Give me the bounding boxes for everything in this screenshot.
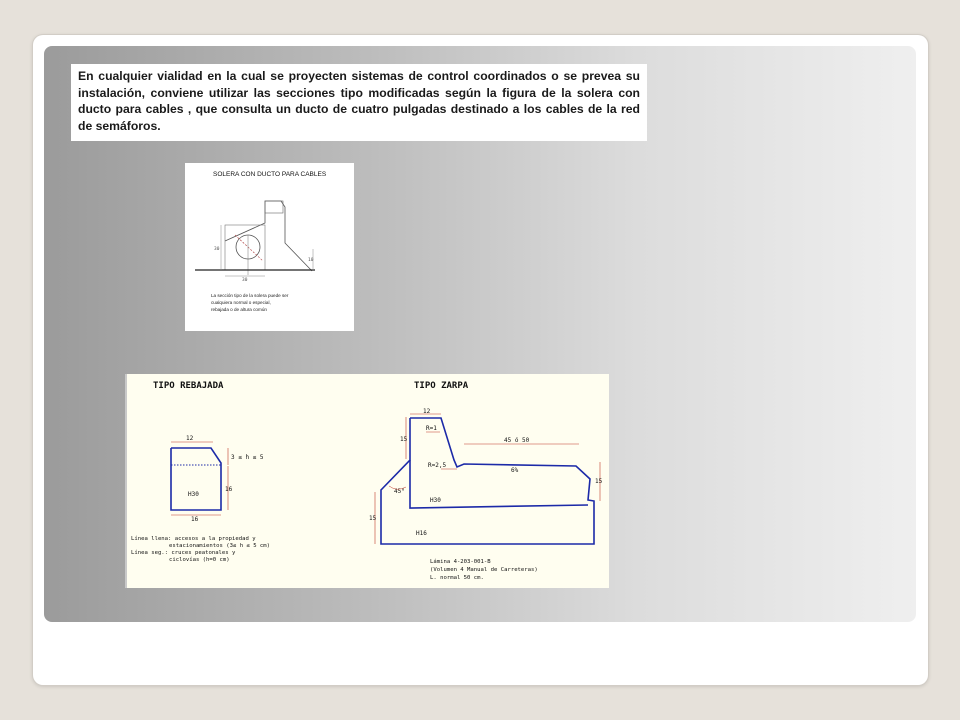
ducto-note-line2: cualquiera normal o especial, <box>211 300 271 305</box>
rebajada-legend-2b: ciclovías (h=0 cm) <box>169 557 230 563</box>
rebajada-dim-side: 16 <box>225 486 233 493</box>
zarpa-slope: 6% <box>511 467 519 474</box>
rebajada-dim-top: 12 <box>186 435 194 442</box>
zarpa-note-1: Lámina 4-203-001-B <box>430 559 491 565</box>
dim-right-label: 10 <box>308 258 314 263</box>
curb-profile <box>225 201 312 271</box>
zarpa-r1: R=1 <box>426 425 437 432</box>
zarpa-dim-4550: 45 ó 50 <box>504 437 530 444</box>
figure-tipos-solera <box>125 374 609 588</box>
intro-paragraph: En cualquier vialidad en la cual se proyecten sistemas de control coordinados o se prevea su instalación, conviene utilizar las secciones tipo modificadas según la figura de la solera con ducto para cables , que consulta un ducto de cuatro pulgadas destinado a los cables de la red de semáforos. <box>71 64 647 141</box>
zarpa-h16: H16 <box>416 530 427 537</box>
zarpa-dim-15a: 15 <box>400 436 408 443</box>
zarpa-title: TIPO ZARPA <box>414 381 469 391</box>
ducto-note-line1: La sección tipo de la solera puede ser <box>211 293 289 298</box>
zarpa-dim-15b: 15 <box>595 478 603 485</box>
rebajada-legend-1a: Línea llena: accesos a la propiedad y <box>131 536 256 542</box>
rebajada-title: TIPO REBAJADA <box>153 381 224 391</box>
zarpa-profile <box>381 418 594 544</box>
curb-top-block <box>265 201 283 213</box>
ducto-note-line3: rebajada o de altura común <box>211 307 267 312</box>
zarpa-dim-top: 12 <box>423 408 431 415</box>
zarpa-note-3: L. normal 50 cm. <box>430 575 484 581</box>
rebajada-legend-1b: estacionamientos (3≤ h ≤ 5 cm) <box>169 543 271 549</box>
rebajada-profile <box>171 448 221 510</box>
figure-ducto-title: SOLERA CON DUCTO PARA CABLES <box>213 171 327 178</box>
dim-width-label: 30 <box>242 278 248 283</box>
zarpa-note-2: (Volumen 4 Manual de Carreteras) <box>430 567 538 573</box>
zarpa-angle: 45° <box>394 488 405 495</box>
figure-solera-ducto <box>185 163 354 331</box>
zarpa-r25: R=2,5 <box>428 462 447 469</box>
zarpa-dim-15c: 15 <box>369 515 377 522</box>
rebajada-dim-bottom: 16 <box>191 516 199 523</box>
rebajada-h30: H30 <box>188 491 199 498</box>
dim-height-label: 30 <box>214 247 220 252</box>
rebajada-dim-h: 3 ≤ h ≤ 5 <box>231 454 264 461</box>
rebajada-legend-2a: Línea seg.: cruces peatonales y <box>131 550 236 556</box>
zarpa-h30: H30 <box>430 497 441 504</box>
